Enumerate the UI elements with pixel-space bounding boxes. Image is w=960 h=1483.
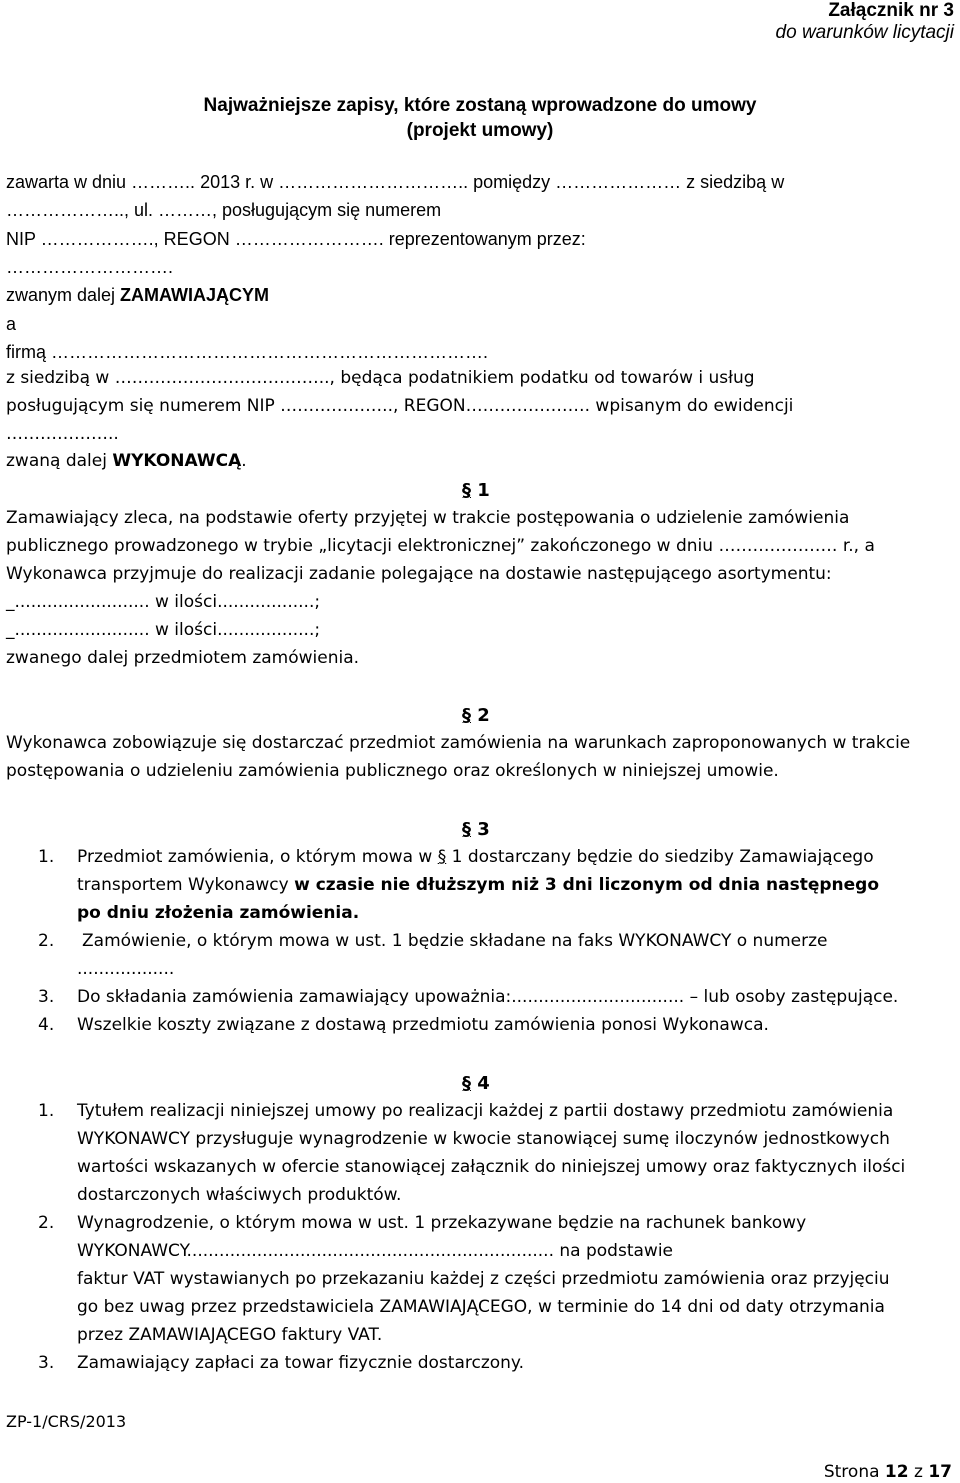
s3-item-3-line-1: Do składania zamówienia zamawiający upoważnia:................................ – lub osoby zastępujące.	[77, 987, 899, 1007]
s3-item-1-number: 1.	[38, 847, 55, 867]
s4-item-2-line-2: WYKONAWCY.................................................................... na podstawie	[77, 1241, 673, 1261]
s1-line-6: zwanego dalej przedmiotem zamówienia.	[6, 648, 360, 668]
s3-item-2-line-2: ..................	[77, 959, 175, 979]
s1-item-1: _......................... w ilości..................;	[6, 592, 321, 612]
s4-item-3-line-1: Zamawiający zapłaci za towar fizycznie dostarczony.	[77, 1353, 524, 1373]
parties-line-8: z siedzibą w ……………………………….., będąca podatnikiem podatku od towarów i usług	[6, 368, 755, 388]
parties-line-11: zwaną dalej WYKONAWCĄ.	[6, 451, 247, 471]
s3-item-2-line-1: Zamówienie, o którym mowa w ust. 1 będzie składane na faks WYKONAWCY o numerze	[82, 931, 828, 951]
total-pages: 17	[928, 1462, 952, 1482]
parties-line-10: ………………..	[6, 424, 119, 444]
s4-item-1-line-4: dostarczonych właściwych produktów.	[77, 1185, 402, 1205]
parties-line-7: firmą ……………………………………………………………….	[6, 342, 489, 362]
zwana-dalej-text: zwaną dalej	[6, 451, 113, 471]
parties-line-2: ……………….., ul. ………, posługującym się numerem	[6, 200, 442, 220]
s4-item-2-line-5: przez ZAMAWIAJĄCEGO faktury VAT.	[77, 1325, 383, 1345]
s2-line-2: postępowania o udzieleniu zamówienia publicznego oraz określonych w niniejszej umowie.	[6, 761, 779, 781]
s4-item-2-line-3: faktur VAT wystawianych po przekazaniu każdej z części przedmiotu zamówienia oraz przyjęciu	[77, 1269, 890, 1289]
s1-line-2: publicznego prowadzonego w trybie „licytacji elektronicznej” zakończonego w dniu ………………… r., a	[6, 536, 875, 556]
paragraph-icon: §	[462, 1073, 471, 1094]
section-1-heading: § 1	[462, 480, 490, 501]
paragraph-icon: §	[437, 847, 447, 867]
s1-item-2: _......................... w ilości..................;	[6, 620, 321, 640]
s3-item-4-number: 4.	[38, 1015, 55, 1035]
s3-item-1-line-2: transportem Wykonawcy w czasie nie dłuższym niż 3 dni liczonym od dnia następnego	[77, 875, 880, 895]
s1-line-1: Zamawiający zleca, na podstawie oferty przyjętej w trakcie postępowania o udzielenie zamówienia	[6, 508, 850, 528]
attachment-subtitle: do warunków licytacji	[775, 22, 954, 43]
s4-item-1-line-3: wartości wskazanych w ofercie stanowiącej załącznik do niniejszej umowy oraz faktycznych ilości	[77, 1157, 906, 1177]
document-subtitle: (projekt umowy)	[406, 120, 554, 141]
s3-item-1-line-1: Przedmiot zamówienia, o którym mowa w § 1 dostarczany będzie do siedziby Zamawiającego	[77, 847, 874, 867]
parties-line-1: zawarta w dniu ……….. 2013 r. w ………………………….. pomiędzy ………………… z siedzibą w	[6, 172, 785, 192]
page-number: Strona 12 z 17	[823, 1462, 952, 1482]
s4-item-1-number: 1.	[38, 1101, 55, 1121]
parties-line-9: posługującym się numerem NIP ……………….., REGON…………………. wpisanym do ewidencji	[6, 396, 794, 416]
s4-item-3-number: 3.	[38, 1353, 55, 1373]
s3-item-1-line-3: po dniu złożenia zamówienia.	[77, 903, 360, 923]
attachment-number: Załącznik nr 3	[828, 0, 954, 21]
s3-item-4-line-1: Wszelkie koszty związane z dostawą przedmiotu zamówienia ponosi Wykonawca.	[77, 1015, 769, 1035]
zwanym-dalej-text: zwanym dalej	[6, 285, 121, 305]
s1-line-3: Wykonawca przyjmuje do realizacji zadanie polegające na dostawie następującego asortymentu:	[6, 564, 832, 584]
section-2-heading: § 2	[462, 705, 490, 726]
document-title: Najważniejsze zapisy, które zostaną wprowadzone do umowy	[203, 95, 757, 116]
s2-line-1: Wykonawca zobowiązuje się dostarczać przedmiot zamówienia na warunkach zaproponowanych w trakcie	[6, 733, 911, 753]
s3-item-3-number: 3.	[38, 987, 55, 1007]
s3-item-2-number: 2.	[38, 931, 55, 951]
section-4-heading: § 4	[462, 1073, 490, 1094]
paragraph-icon: §	[462, 705, 471, 726]
section-3-heading: § 3	[462, 819, 490, 840]
current-page: 12	[884, 1462, 909, 1482]
parties-line-3: NIP ………………., REGON ……………………. reprezentowanym przez:	[6, 229, 586, 249]
s4-item-2-line-4: go bez uwag przez przedstawiciela ZAMAWIAJĄCEGO, w terminie do 14 dni od daty otrzymania	[77, 1297, 885, 1317]
paragraph-icon: §	[462, 819, 471, 840]
s4-item-2-line-1: Wynagrodzenie, o którym mowa w ust. 1 przekazywane będzie na rachunek bankowy	[77, 1213, 807, 1233]
zamawiajacy-name: ZAMAWIAJĄCYM	[120, 285, 270, 305]
wykonawca-name: WYKONAWCĄ	[112, 451, 242, 471]
s4-item-2-number: 2.	[38, 1213, 55, 1233]
s4-item-1-line-1: Tytułem realizacji niniejszej umowy po realizacji każdej z partii dostawy przedmiotu zamówienia	[77, 1101, 894, 1121]
parties-line-4: ……………………….	[6, 257, 174, 277]
paragraph-icon: §	[462, 480, 471, 501]
delivery-deadline: w czasie nie dłuższym niż 3 dni liczonym od dnia następnego	[294, 875, 880, 895]
parties-line-6: a	[6, 314, 17, 334]
parties-line-5	[6, 285, 269, 306]
document-code: ZP-1/CRS/2013	[6, 1412, 127, 1431]
s4-item-1-line-2: WYKONAWCY przysługuje wynagrodzenie w kwocie stanowiącej sumę iloczynów jednostkowych	[77, 1129, 890, 1149]
